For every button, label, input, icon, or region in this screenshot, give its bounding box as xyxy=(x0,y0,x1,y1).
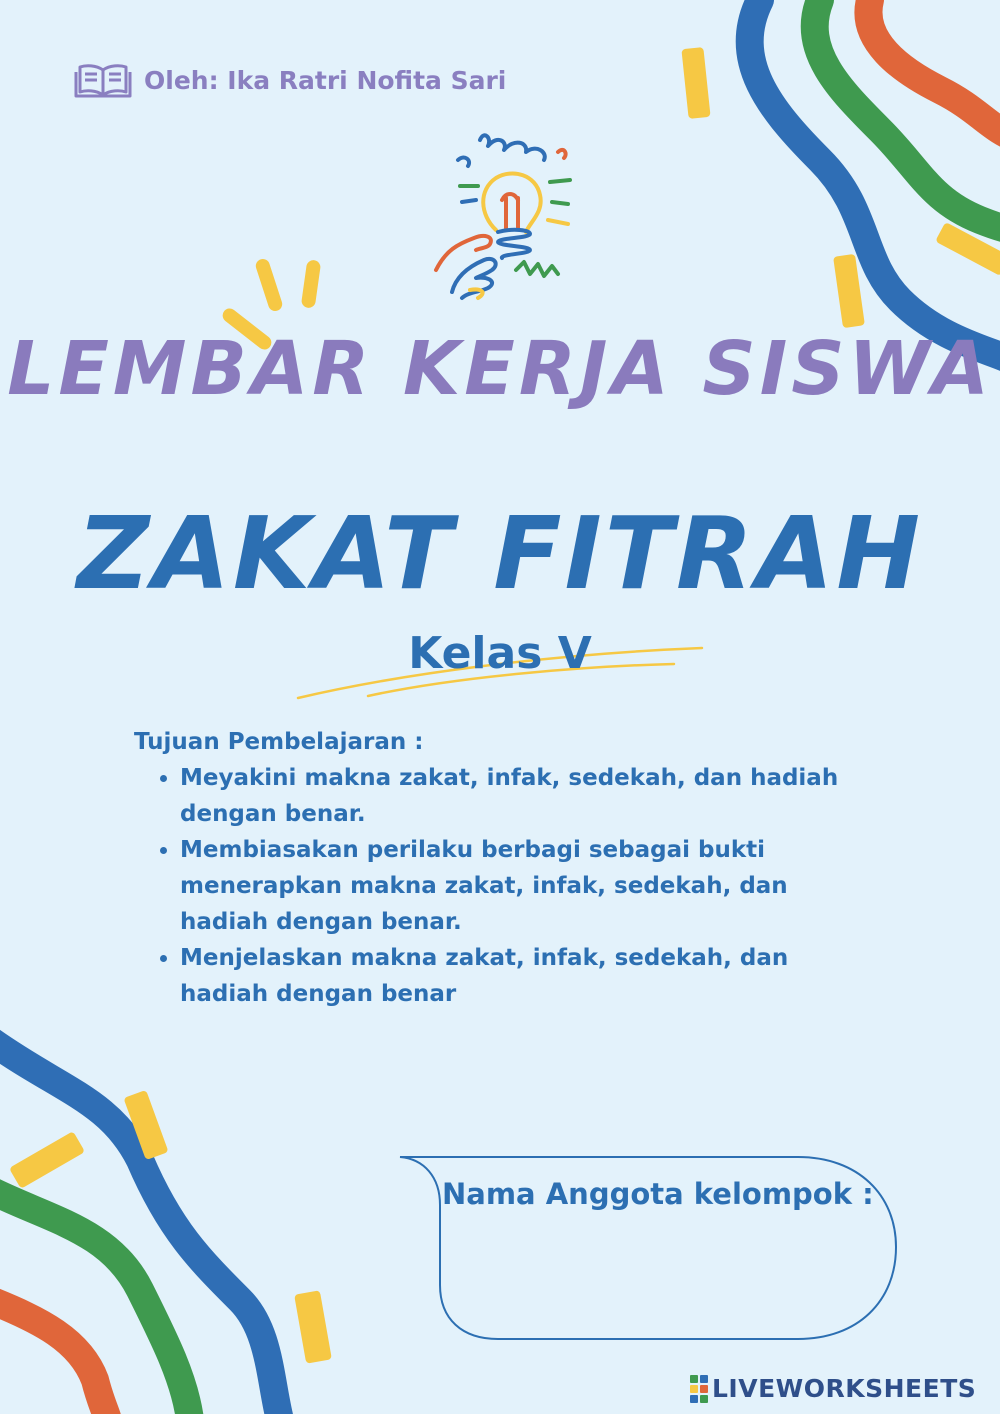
objective-item: • Menjelaskan makna zakat, infak, sedekah, dan hadiah dengan benar xyxy=(180,940,874,1012)
lightbulb-idea-icon xyxy=(418,120,588,310)
group-members-label: Nama Anggota kelompok : xyxy=(442,1177,874,1211)
grade-label: Kelas V xyxy=(408,628,592,679)
objective-item: • Membiasakan perilaku berbagi sebagai bukti menerapkan makna zakat, infak, sedekah, dan hadiah dengan benar. xyxy=(180,832,874,940)
objective-item: • Meyakini makna zakat, infak, sedekah, dan hadiah dengan benar. xyxy=(180,760,874,832)
liveworksheets-logo xyxy=(690,1374,976,1403)
objectives-heading: Tujuan Pembelajaran : xyxy=(134,729,424,755)
group-members-box[interactable] xyxy=(398,1155,898,1341)
objectives-list xyxy=(134,760,874,1012)
liveworksheets-brand: LIVEWORKSHEETS xyxy=(712,1374,977,1403)
worksheet-title: LEMBAR KERJA SISWA xyxy=(7,326,993,412)
liveworksheets-logo-icon xyxy=(690,1375,708,1403)
learning-objectives xyxy=(134,724,874,1012)
open-book-icon xyxy=(74,62,132,98)
author-name: Oleh: Ika Ratri Nofita Sari xyxy=(144,65,507,95)
author-line xyxy=(74,62,506,98)
subject-title: ZAKAT FITRAH xyxy=(76,495,924,612)
